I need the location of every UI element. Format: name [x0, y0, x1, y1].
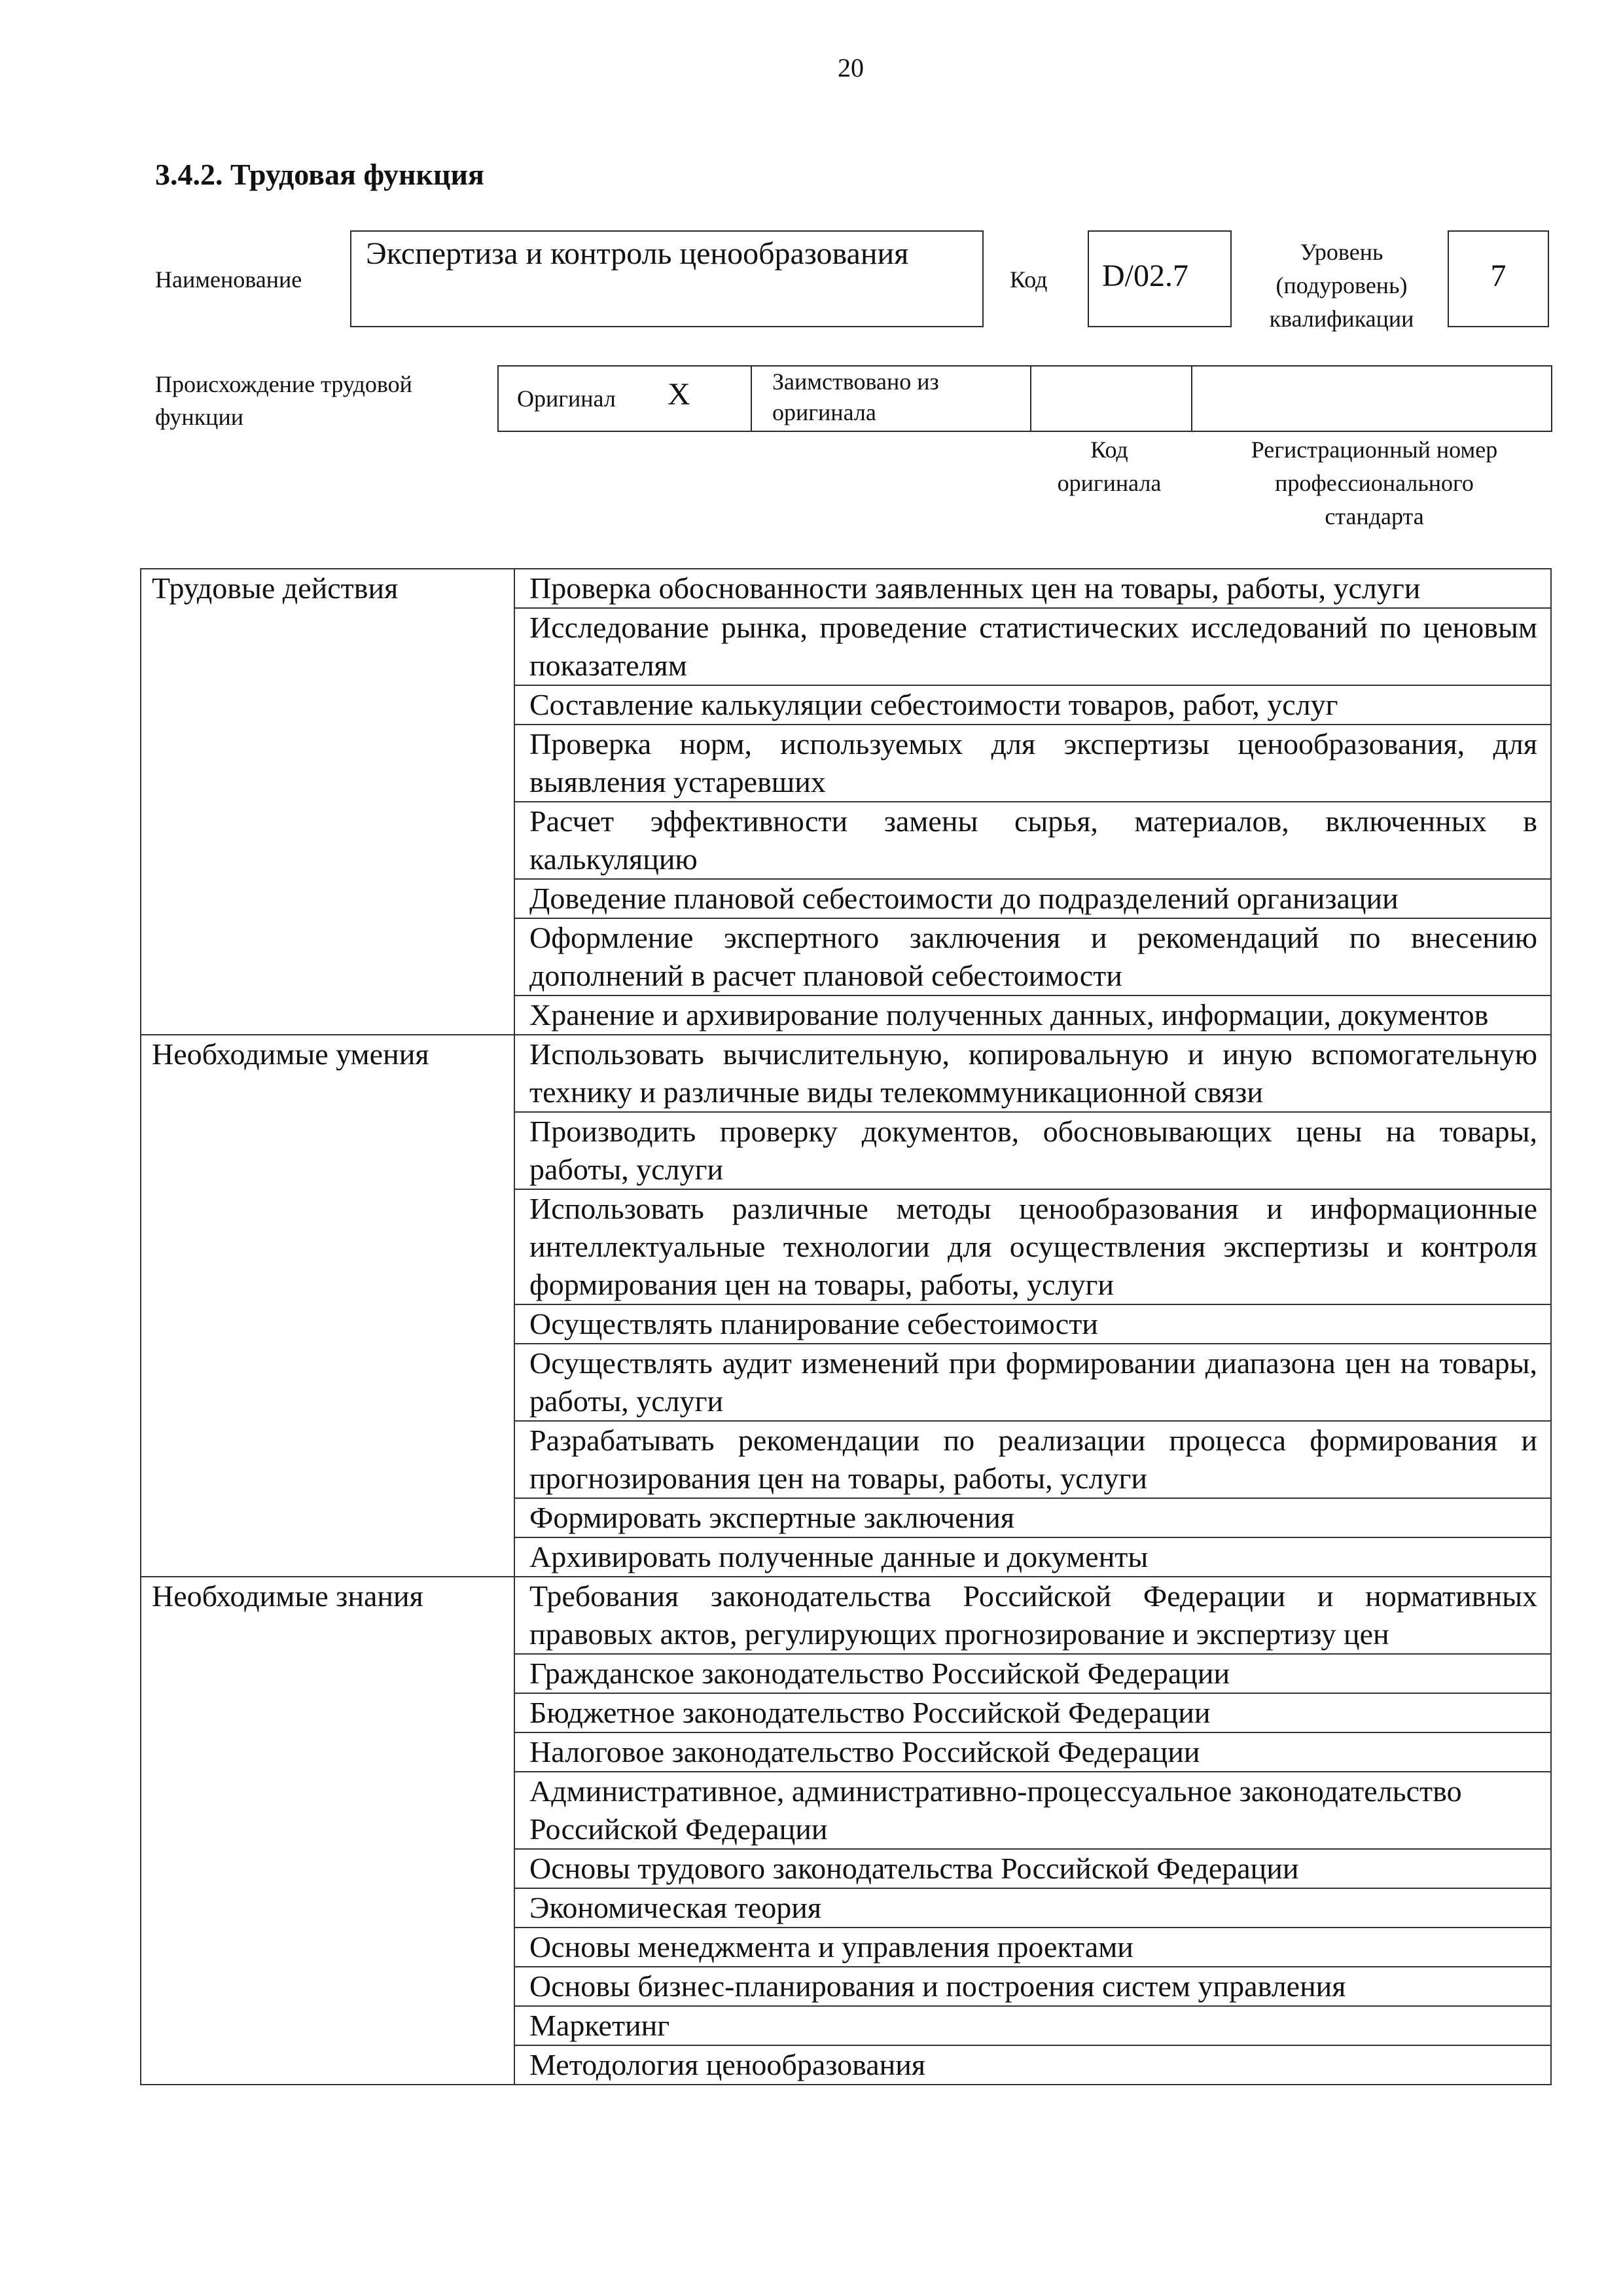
- caption-reg-number: [1204, 433, 1544, 533]
- level-label-line: Уровень: [1300, 239, 1383, 265]
- item-cell: Исследование рынка, проведение статистических исследований по ценовым показателям: [514, 608, 1551, 685]
- code-label: Код: [1010, 266, 1048, 293]
- name-value: Экспертиза и контроль ценообразования: [366, 236, 909, 271]
- borrowed-label: [772, 367, 939, 428]
- item-cell: Требования законодательства Российской Федерации и нормативных правовых актов, регулирующих прогнозирование и экспертизу цен: [514, 1577, 1551, 1654]
- category-cell: Трудовые действия: [141, 569, 514, 1035]
- item-cell: Хранение и архивирование полученных данных, информации, документов: [514, 996, 1551, 1035]
- caption-line: Регистрационный номер: [1251, 437, 1498, 463]
- table-row: [141, 1035, 1551, 1112]
- item-cell: Осуществлять планирование себестоимости: [514, 1304, 1551, 1344]
- borrowed-label-line: Заимствовано из: [772, 368, 939, 395]
- borrowed-label-line: оригинала: [772, 399, 876, 425]
- item-cell: Основы трудового законодательства Российской Федерации: [514, 1849, 1551, 1888]
- item-cell: Маркетинг: [514, 2006, 1551, 2045]
- item-cell: Бюджетное законодательство Российской Федерации: [514, 1693, 1551, 1732]
- item-cell: Доведение плановой себестоимости до подразделений организации: [514, 879, 1551, 918]
- level-label-line: (подуровень): [1275, 272, 1408, 298]
- item-cell: Проверка обоснованности заявленных цен на товары, работы, услуги: [514, 569, 1551, 608]
- caption-original-code: [1021, 433, 1198, 500]
- page-number: 20: [838, 53, 864, 82]
- category-cell: Необходимые умения: [141, 1035, 514, 1577]
- item-cell: Составление калькуляции себестоимости товаров, работ, услуг: [514, 685, 1551, 725]
- item-cell: Проверка норм, используемых для экспертизы ценообразования, для выявления устаревших: [514, 725, 1551, 802]
- code-box: [1088, 230, 1232, 327]
- name-label: Наименование: [155, 266, 302, 293]
- item-cell: Использовать различные методы ценообразования и информационные интеллектуальные технологии для осуществления экспертизы и контроля формирования цен на товары, работы, услуги: [514, 1189, 1551, 1304]
- origin-divider: [1191, 365, 1192, 432]
- qualification-level-label: [1230, 236, 1453, 336]
- origin-divider: [751, 365, 752, 432]
- item-cell: Административное, административно-процессуальное законодательство Российской Федерации: [514, 1772, 1551, 1849]
- item-cell: Гражданское законодательство Российской Федерации: [514, 1654, 1551, 1693]
- item-cell: Расчет эффективности замены сырья, материалов, включенных в калькуляцию: [514, 802, 1551, 879]
- origin-divider: [1030, 365, 1031, 432]
- item-cell: Архивировать полученные данные и документы: [514, 1537, 1551, 1577]
- origin-label: [155, 368, 412, 433]
- code-value: D/02.7: [1102, 259, 1188, 293]
- caption-line: Код: [1090, 437, 1128, 463]
- item-cell: Оформление экспертного заключения и рекомендаций по внесению дополнений в расчет плановой себестоимости: [514, 918, 1551, 996]
- origin-box: [497, 365, 1552, 432]
- item-cell: Налоговое законодательство Российской Федерации: [514, 1732, 1551, 1772]
- item-cell: Формировать экспертные заключения: [514, 1498, 1551, 1537]
- item-cell: Использовать вычислительную, копировальную и иную вспомогательную технику и различные виды телекоммуникационной связи: [514, 1035, 1551, 1112]
- original-mark: X: [668, 377, 690, 412]
- level-label-line: квалификации: [1269, 306, 1414, 332]
- table-row: [141, 1577, 1551, 1654]
- original-label: Оригинал: [517, 386, 616, 412]
- caption-line: оригинала: [1057, 470, 1162, 496]
- item-cell: Экономическая теория: [514, 1888, 1551, 1928]
- caption-line: стандарта: [1325, 503, 1424, 529]
- table-row: [141, 569, 1551, 608]
- name-box: [350, 230, 984, 327]
- item-cell: Основы менеджмента и управления проектами: [514, 1928, 1551, 1967]
- category-cell: Необходимые знания: [141, 1577, 514, 2085]
- labor-function-table: [140, 568, 1552, 2085]
- level-box: [1448, 230, 1549, 327]
- item-cell: Разрабатывать рекомендации по реализации процесса формирования и прогнозирования цен на товары, работы, услуги: [514, 1421, 1551, 1498]
- origin-label-line: Происхождение трудовой: [155, 371, 412, 397]
- level-value: 7: [1490, 259, 1507, 293]
- caption-line: профессионального: [1275, 470, 1474, 496]
- section-title: 3.4.2. Трудовая функция: [155, 158, 484, 191]
- item-cell: Производить проверку документов, обосновывающих цены на товары, работы, услуги: [514, 1112, 1551, 1189]
- item-cell: Методология ценообразования: [514, 2045, 1551, 2085]
- item-cell: Осуществлять аудит изменений при формировании диапазона цен на товары, работы, услуги: [514, 1344, 1551, 1421]
- origin-label-line: функции: [155, 404, 243, 430]
- item-cell: Основы бизнес-планирования и построения систем управления: [514, 1967, 1551, 2006]
